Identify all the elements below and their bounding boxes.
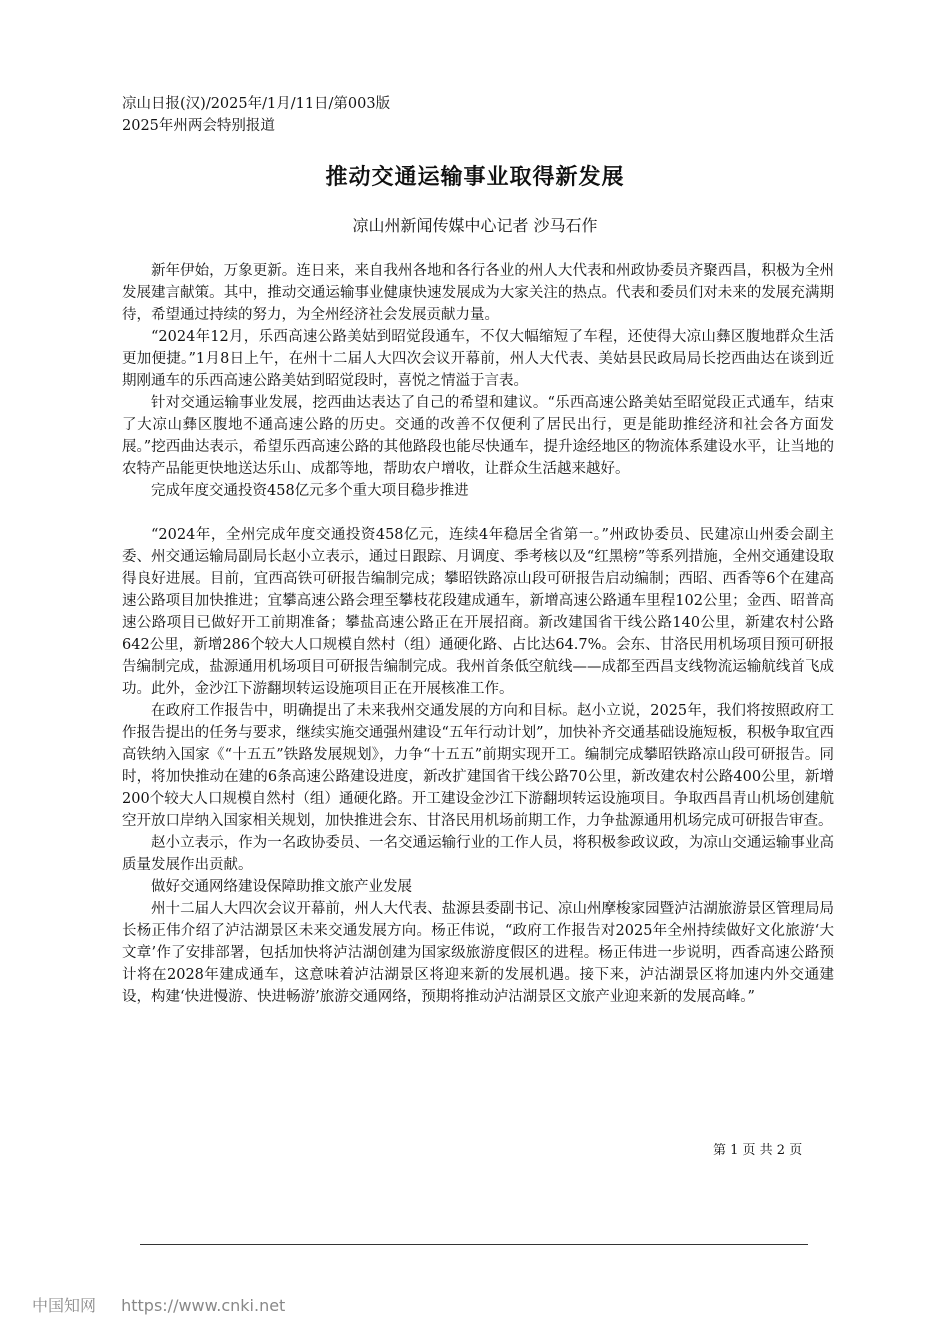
paragraph: “2024年12月，乐西高速公路美姑到昭觉段通车，不仅大幅缩短了车程，还使得大凉山彝区腹地群众生活更加便捷。”1月8日上午，在州十二届人大四次会议开幕前，州人大代表、美姑县民政局局长挖西曲达在谈到近期刚通车的乐西高速公路美姑到昭觉段时，喜悦之情溢于言表。 bbox=[122, 329, 834, 389]
page-number: 第 1 页 共 2 页 bbox=[713, 1143, 803, 1158]
paragraph: 州十二届人大四次会议开幕前，州人大代表、盐源县委副书记、凉山州摩梭家园暨泸沽湖旅游景区管理局局长杨正伟介绍了泸沽湖景区未来交通发展方向。杨正伟说，“政府工作报告对2025年全州持续做好文化旅游‘大文章’作了安排部署，包括加快将泸沽湖创建为国家级旅游度假区的进程。杨正伟进一步说明，西香高速公路预计将在2028年建成通车，这意味着泸沽湖景区将迎来新的发展机遇。接下来，泸沽湖景区将加速内外交通建设，构建‘快进慢游、快进畅游’旅游交通网络，预期将推动泸沽湖景区文旅产业迎来新的发展高峰。” bbox=[122, 901, 834, 1005]
footer-site-url[interactable]: https://www.cnki.net bbox=[121, 1296, 286, 1315]
footer-site-name: 中国知网 bbox=[32, 1296, 97, 1315]
article-title: 推动交通运输事业取得新发展 bbox=[325, 165, 625, 190]
footer-divider bbox=[140, 1244, 808, 1245]
section-heading: 完成年度交通投资458亿元多个重大项目稳步推进 bbox=[151, 483, 469, 499]
article-body bbox=[122, 260, 834, 1008]
source-line: 凉山日报(汉)/2025年/1月/11日/第003版 2025年州两会特别报道 bbox=[122, 96, 391, 134]
paragraph: 赵小立表示，作为一名政协委员、一名交通运输行业的工作人员，将积极参政议政，为凉山交通运输事业高质量发展作出贡献。 bbox=[122, 835, 834, 873]
paragraph: “2024年，全州完成年度交通投资458亿元，连续4年稳居全省第一。”州政协委员、民建凉山州委会副主委、州交通运输局副局长赵小立表示，通过日跟踪、月调度、季考核以及“红黑榜”等系列措施，全州交通建设取得良好进展。目前，宜西高铁可研报告编制完成；攀昭铁路凉山段可研报告启动编制；西昭、西香等6个在建高速公路项目加快推进；宜攀高速公路会理至攀枝花段建成通车，新增高速公路通车里程102公里；金西、昭普高速公路项目已做好开工前期准备；攀盐高速公路正在开展招商。新改建国省干线公路140公里，新建农村公路642公里，新增286个较大人口规模自然村（组）通硬化路、占比达64.7%。会东、甘洛民用机场项目预可研报告编制完成，盐源通用机场项目可研报告编制完成。我州首条低空航线——成都至西昌支线物流运输航线首飞成功。此外，金沙江下游翻坝转运设施项目正在开展核准工作。 bbox=[122, 527, 834, 697]
section-heading: 做好交通网络建设保障助推文旅产业发展 bbox=[151, 879, 412, 895]
footer-watermark bbox=[32, 1293, 305, 1316]
paragraph: 新年伊始，万象更新。连日来，来自我州各地和各行各业的州人大代表和州政协委员齐聚西昌，积极为全州发展建言献策。其中，推动交通运输事业健康快速发展成为大家关注的热点。代表和委员们对未来的发展充满期待，希望通过持续的努力，为全州经济社会发展贡献力量。 bbox=[122, 263, 834, 323]
article-byline: 凉山州新闻传媒中心记者 沙马石作 bbox=[352, 216, 598, 235]
paragraph: 在政府工作报告中，明确提出了未来我州交通发展的方向和目标。赵小立说，2025年，我们将按照政府工作报告提出的任务与要求，继续实施交通强州建设“五年行动计划”，加快补齐交通基础设施短板，积极争取宜西高铁纳入国家《“十五五”铁路发展规划》，力争“十五五”前期实现开工。编制完成攀昭铁路凉山段可研报告。同时，将加快推动在建的6条高速公路建设进度，新改扩建国省干线公路70公里，新改建农村公路400公里，新增200个较大人口规模自然村（组）通硬化路。开工建设金沙江下游翻坝转运设施项目。争取西昌青山机场创建航空开放口岸纳入国家相关规划，加快推进会东、甘洛民用机场前期工作，力争盐源通用机场完成可研报告审查。 bbox=[122, 703, 834, 829]
paragraph: 针对交通运输事业发展，挖西曲达表达了自己的希望和建议。“乐西高速公路美姑至昭觉段正式通车，结束了大凉山彝区腹地不通高速公路的历史。交通的改善不仅便利了居民出行，更是能助推经济和社会各方面发展。”挖西曲达表示，希望乐西高速公路的其他路段也能尽快通车，提升途经地区的物流体系建设水平，让当地的农特产品能更快地送达乐山、成都等地，帮助农户增收，让群众生活越来越好。 bbox=[122, 395, 834, 477]
